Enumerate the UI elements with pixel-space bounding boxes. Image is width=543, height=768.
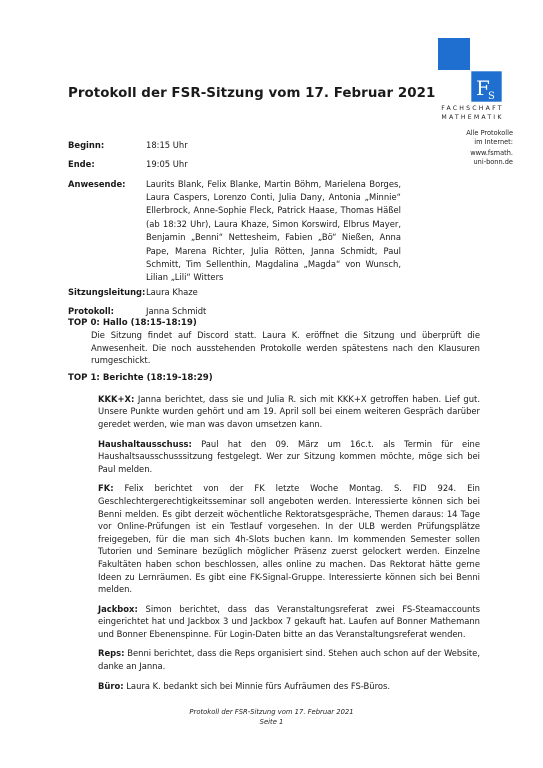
meta-label: Protokoll: xyxy=(68,306,114,317)
report-item-fk xyxy=(98,482,480,595)
side-note xyxy=(433,129,513,166)
meta-row-beginn xyxy=(68,139,401,152)
report-item-reps xyxy=(98,647,480,672)
fachschaft-logo-graphic xyxy=(425,38,520,104)
report-text: Simon berichtet, dass das Veranstaltungsreferat zwei FS-Steamaccounts eingerichtet hat und Jackbox 3 und Jackbox 7 gekauft hat. Laufen auf Bonner Mathemann und Bonner Ebenenspinne. Für Login-Daten bitte an das Veranstaltungsreferat wenden. xyxy=(98,603,480,639)
report-label: Jackbox: xyxy=(98,603,138,614)
meta-table xyxy=(68,139,401,318)
top-1 xyxy=(68,373,480,692)
report-text: Benni berichtet, dass die Reps organisiert sind. Stehen auch schon auf der Website, danke an Janna. xyxy=(98,648,480,672)
logo-line-mathematik: MATHEMATIK xyxy=(441,113,504,121)
report-label: KKK+X: xyxy=(98,393,135,404)
report-item-haushalt xyxy=(98,438,480,476)
logo-letter-f: F xyxy=(476,76,490,100)
side-note-url[interactable]: uni-bonn.de xyxy=(473,157,513,166)
top-0 xyxy=(68,318,480,367)
meta-row-anwesende xyxy=(68,178,401,285)
top-heading: TOP 0: Hallo (18:15-18:19) xyxy=(68,318,197,328)
fachschaft-logo xyxy=(425,38,520,121)
report-text: Laura K. bedankt sich bei Minnie fürs Aufräumen des FS-Büros. xyxy=(126,680,391,691)
report-item-jackbox xyxy=(98,603,480,641)
meta-row-ende xyxy=(68,158,401,171)
meta-label: Ende: xyxy=(68,159,95,170)
page-number: Seite 1 xyxy=(259,718,284,726)
report-label: Büro: xyxy=(98,680,124,691)
side-note-line: Alle Protokolle xyxy=(466,129,513,137)
report-list xyxy=(68,393,480,692)
page-title: Protokoll der FSR-Sitzung vom 17. Februar 2021 xyxy=(68,86,436,101)
side-note-url[interactable]: www.fsmath. xyxy=(470,149,513,158)
meta-row-protokoll xyxy=(68,305,401,318)
report-label: FK: xyxy=(98,483,114,494)
meta-value: 18:15 Uhr xyxy=(146,140,188,150)
report-label: Reps: xyxy=(98,648,125,659)
meta-label: Beginn: xyxy=(68,140,105,150)
report-text: Janna berichtet, dass sie und Julia R. sich mit KKK+X getroffen haben. Lief gut. Unsere Punkte wurden gehört und am 19. April soll bei einem weiteren Gespräch darüber geredet werden, wie man was davon umsetzen kann. xyxy=(98,393,480,429)
top-body: Die Sitzung findet auf Discord statt. Laura K. eröffnet die Sitzung und überprüft die Anwesenheit. Die noch ausstehenden Protokolle werden spätestens nach den Klausuren rumgeschickt. xyxy=(91,330,480,366)
logo-letter-s: S xyxy=(488,91,495,102)
attendees-list: Laurits Blank, Felix Blanke, Martin Böhm, Marielena Borges, Laura Caspers, Lorenzo Conti, Julia Dany, Antonia „Minnie“ Ellerbrock, Anne-Sophie Fleck, Patrick Haase, Thomas Häßel (ab 18:32 Uhr), Laura Khaze, Simon Korswird, Elbrus Mayer, Benjamin „Benni“ Nettesheim, Fabien „Bö“ Nießen, Anna Pape, Marena Richter, Julia Rötten, Janna Schmidt, Paul Schmitt, Tim Sellenthin, Magdalina „Magda“ von Wunsch, Lilian „Lili“ Witters xyxy=(146,178,401,283)
agenda xyxy=(68,318,480,698)
logo-wordmark xyxy=(425,105,520,122)
meta-label: Sitzungsleitung: xyxy=(68,286,146,297)
footer-title: Protokoll der FSR-Sitzung vom 17. Februar 2021 xyxy=(189,708,354,716)
meta-value: Janna Schmidt xyxy=(146,306,207,317)
top-heading: TOP 1: Berichte (18:19-18:29) xyxy=(68,372,213,383)
meta-value: Laura Khaze xyxy=(146,286,198,297)
meta-value: 19:05 Uhr xyxy=(146,159,188,170)
page-footer xyxy=(0,707,543,727)
meta-row-sitzungsleitung xyxy=(68,286,401,299)
meta-label: Anwesende: xyxy=(68,178,126,189)
report-text: Paul hat den 09. März um 16c.t. als Termin für eine Haushaltsausschusssitzung festgelegt. Wer zur Sitzung kommen möchte, möge sich bei Paul melden. xyxy=(98,438,481,474)
report-text: Felix berichtet von der FK letzte Woche Montag. S. FID 924. Ein Geschlechtergerechtigkeitsseminar soll angeboten werden. Interessierte können sich bei Benni melden. Es gibt derzeit wöchentliche Rektoratsgespräche, Themen daraus: 14 Tage vor Online-Prüfungen ist ein Testlauf vorgesehen. In der ULB werden Prüfungsplätze freigegeben, für die man sich 4h-Slots buchen kann. Im kommenden Semester sollen Tutorien und Seminare bezüglich möglicher Präsenz zuerst gelockert werden. Einzelne Fakultäten haben schon beschlossen, alles online zu machen. Das Rektorat hätte gerne Ideen zu Lernräumen. Es gibt eine FK-Signal-Gruppe. Interessierte können sich bei Benni melden. xyxy=(98,483,480,595)
report-item-kkk xyxy=(98,393,480,431)
side-note-line: im Internet: xyxy=(474,137,513,146)
report-label: Haushaltausschuss: xyxy=(98,438,192,449)
logo-line-fachschaft: FACHSCHAFT xyxy=(441,105,504,112)
report-item-buero xyxy=(98,680,480,693)
